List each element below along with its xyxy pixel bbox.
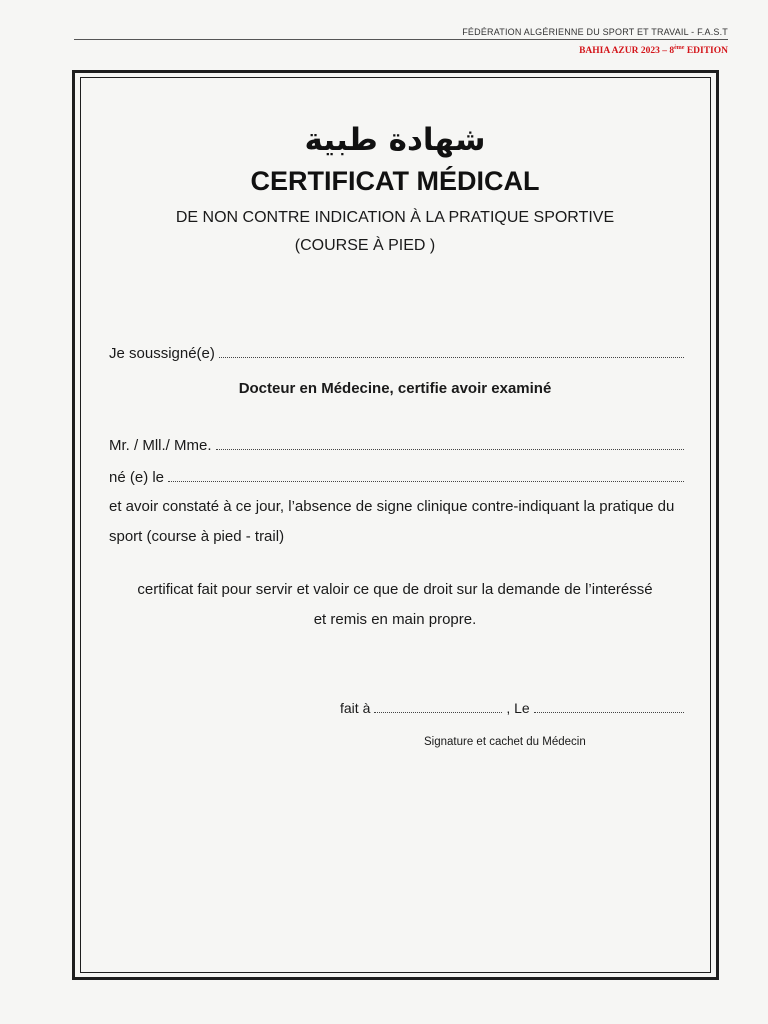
edition-superscript: ème (674, 45, 685, 51)
place-field[interactable] (374, 702, 502, 713)
birth-date-field[interactable] (168, 470, 684, 482)
doctor-statement: Docteur en Médecine, certifie avoir examiné (238, 380, 552, 397)
edition-banner (579, 45, 728, 56)
place-date-line (340, 700, 684, 716)
header-organization: FÉDÉRATION ALGÉRIENNE DU SPORT ET TRAVAIL - F.A.S.T (462, 27, 728, 37)
finding-paragraph: et avoir constaté à ce jour, l’absence de signe clinique contre-indiquant la pratique du sport (course à pied - trail) (109, 498, 675, 545)
certificate-title: CERTIFICAT MÉDICAL (250, 166, 540, 196)
date-field[interactable] (534, 702, 684, 713)
arabic-title: شهادة طبية (304, 122, 486, 158)
signature-label: Signature et cachet du Médecin (424, 736, 586, 748)
edition-tail: EDITION (684, 46, 728, 57)
certificate-statement-line1: certificat fait pour servir et valoir ce que de droit sur la demande de l’interéssé (137, 581, 653, 598)
patient-name-field[interactable] (216, 438, 685, 450)
date-label: , Le (506, 700, 530, 716)
soussigne-field[interactable] (219, 346, 684, 358)
soussigne-label: Je soussigné(e) (109, 345, 215, 362)
born-label: né (e) le (109, 469, 165, 486)
certificate-subtitle: DE NON CONTRE INDICATION À LA PRATIQUE SPORTIVE (175, 209, 615, 226)
patient-label: Mr. / Mll./ Mme. (109, 437, 212, 454)
soussigne-line (109, 345, 684, 362)
certificate-statement-line2: et remis en main propre. (313, 611, 477, 628)
certificate-subtitle-course: (COURSE À PIED ) (294, 237, 436, 254)
place-label: fait à (340, 700, 371, 716)
header-rule (74, 39, 728, 40)
birth-line (109, 469, 684, 486)
edition-main: BAHIA AZUR 2023 – 8 (579, 46, 675, 57)
patient-line (109, 437, 684, 454)
